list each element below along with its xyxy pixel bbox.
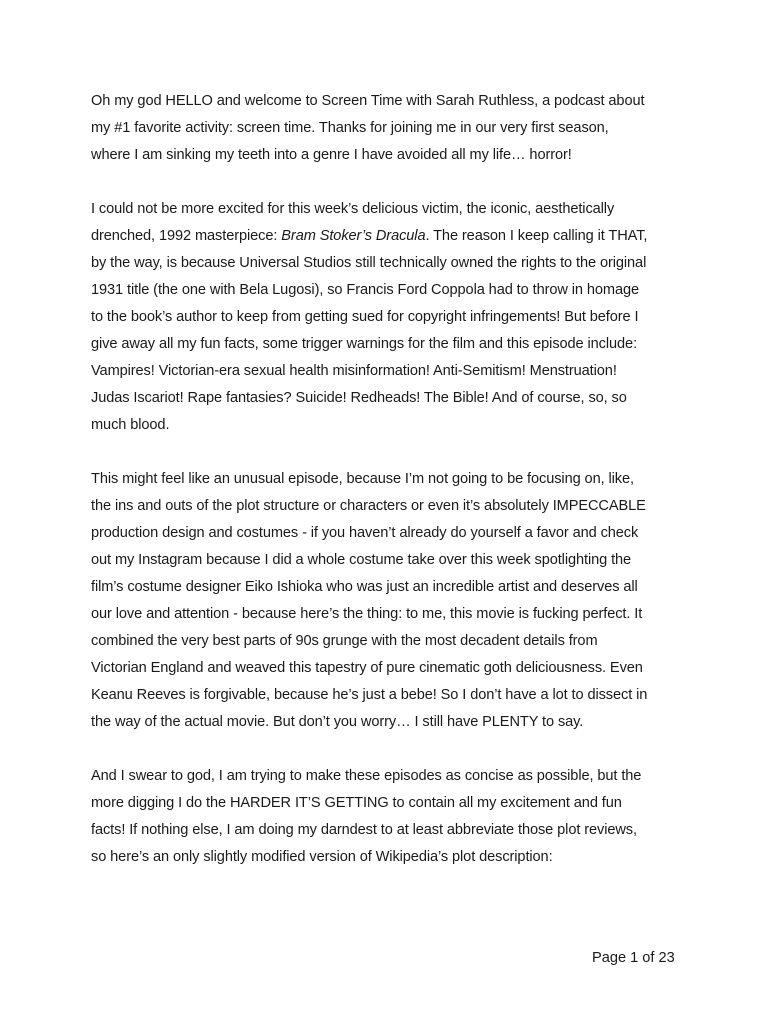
text-line: Vampires! Victorian-era sexual health misinformation! Anti-Semitism! Menstruation! bbox=[91, 363, 617, 379]
text-line-with-title bbox=[91, 223, 679, 250]
text-line: I could not be more excited for this week’s delicious victim, the iconic, aesthetically bbox=[91, 201, 615, 217]
text-line: much blood. bbox=[91, 417, 170, 433]
page-number: Page 1 of 23 bbox=[592, 950, 675, 966]
text-segment: drenched, 1992 masterpiece: bbox=[91, 228, 282, 244]
film-title: Bram Stoker’s Dracula bbox=[281, 228, 426, 244]
text-line: more digging I do the HARDER IT’S GETTING to contain all my excitement and fun bbox=[91, 795, 622, 811]
text-line: my #1 favorite activity: screen time. Thanks for joining me in our very first season, bbox=[91, 120, 609, 136]
text-line: production design and costumes - if you haven’t already do yourself a favor and check bbox=[91, 525, 639, 541]
text-line: And I swear to god, I am trying to make these episodes as concise as possible, but the bbox=[91, 768, 642, 784]
text-line: where I am sinking my teeth into a genre I have avoided all my life… horror! bbox=[91, 147, 572, 163]
document-body bbox=[91, 88, 679, 898]
text-line: Victorian England and weaved this tapestry of pure cinematic goth deliciousness. Even bbox=[91, 660, 643, 676]
text-line: Judas Iscariot! Rape fantasies? Suicide! Redheads! The Bible! And of course, so, so bbox=[91, 390, 627, 406]
text-line: facts! If nothing else, I am doing my darndest to at least abbreviate those plot reviews, bbox=[91, 822, 637, 838]
text-line: combined the very best parts of 90s grunge with the most decadent details from bbox=[91, 633, 598, 649]
text-line: film’s costume designer Eiko Ishioka who was just an incredible artist and deserves all bbox=[91, 579, 638, 595]
text-line: by the way, is because Universal Studios still technically owned the rights to the original bbox=[91, 255, 647, 271]
text-line: so here’s an only slightly modified version of Wikipedia’s plot description: bbox=[91, 849, 553, 865]
paragraph-intro bbox=[91, 88, 679, 169]
paragraph-plot-intro bbox=[91, 763, 679, 871]
text-line: give away all my fun facts, some trigger warnings for the film and this episode include: bbox=[91, 336, 638, 352]
text-segment: . The reason I keep calling it THAT, bbox=[425, 228, 648, 244]
paragraph-unusual-episode bbox=[91, 466, 679, 736]
text-line: our love and attention - because here’s the thing: to me, this movie is fucking perfect. It bbox=[91, 606, 643, 622]
text-line: 1931 title (the one with Bela Lugosi), so Francis Ford Coppola had to throw in homage bbox=[91, 282, 640, 298]
text-line: out my Instagram because I did a whole costume take over this week spotlighting the bbox=[91, 552, 632, 568]
text-line: the ins and outs of the plot structure or characters or even it’s absolutely IMPECCABLE bbox=[91, 498, 646, 514]
text-line: to the book’s author to keep from getting sued for copyright infringements! But before I bbox=[91, 309, 639, 325]
text-line: Keanu Reeves is forgivable, because he’s just a bebe! So I don’t have a lot to dissect in bbox=[91, 687, 648, 703]
paragraph-dracula bbox=[91, 196, 679, 439]
text-line: the way of the actual movie. But don’t you worry… I still have PLENTY to say. bbox=[91, 714, 584, 730]
text-line: Oh my god HELLO and welcome to Screen Time with Sarah Ruthless, a podcast about bbox=[91, 93, 645, 109]
text-line: This might feel like an unusual episode, because I’m not going to be focusing on, like, bbox=[91, 471, 634, 487]
